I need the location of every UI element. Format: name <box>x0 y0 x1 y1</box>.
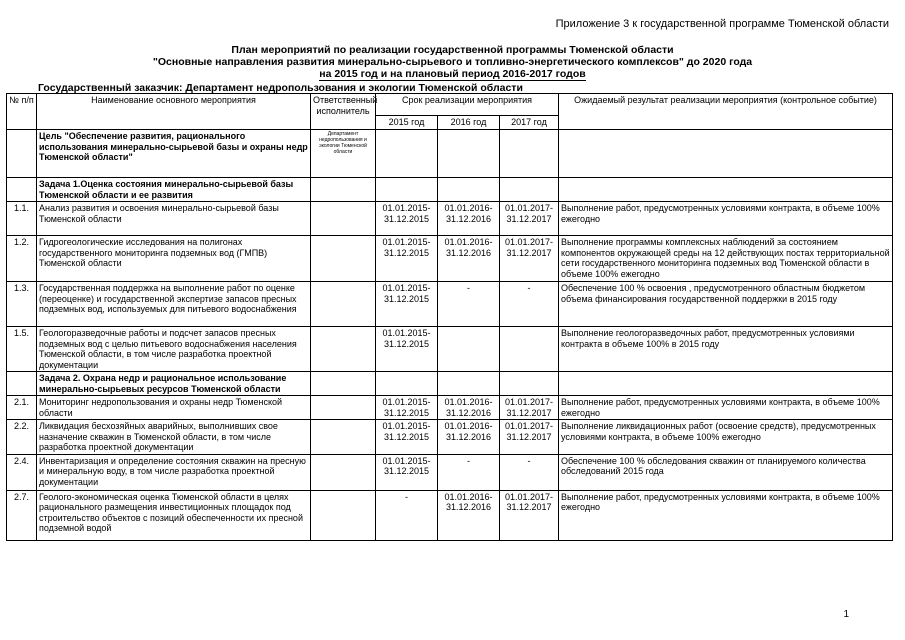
table-row <box>7 396 893 420</box>
row-date-2017 <box>500 327 559 372</box>
row-date-2016: 01.01.2016-31.12.2016 <box>438 396 500 420</box>
row-responsible <box>311 236 376 282</box>
row-date-2015: - <box>376 490 438 540</box>
row-date-2016: - <box>438 282 500 327</box>
header-name: Наименование основного мероприятия <box>37 94 311 130</box>
row-date-2016: 01.01.2016-31.12.2016 <box>438 420 500 455</box>
task-1: Задача 1.Оценка состояния минерально-сырьевой базы Тюменской области и ее развития <box>37 178 311 202</box>
row-date-2016: 01.01.2016-31.12.2016 <box>438 202 500 236</box>
row-number: 1.2. <box>7 236 37 282</box>
row-date-2017: 01.01.2017-31.12.2017 <box>500 420 559 455</box>
row-result: Выполнение работ, предусмотренных условиями контракта, в объеме 100% ежегодно <box>559 490 893 540</box>
row-name: Анализ развития и освоения минерально-сырьевой базы Тюменской области <box>37 202 311 236</box>
row-result: Выполнение геологоразведочных работ, предусмотренных условиями контракта в объеме 100% в 2015 году <box>559 327 893 372</box>
row-number: 2.2. <box>7 420 37 455</box>
row-number: 2.4. <box>7 454 37 490</box>
header-2017: 2017 год <box>500 116 559 130</box>
row-name: Геологоразведочные работы и подсчет запасов пресных подземных вод с целью питьевого водоснабжения населения Тюменской области, в том числе разработка проектной документации <box>37 327 311 372</box>
row-name: Инвентаризация и определение состояния скважин на пресную и минеральную воду, в том числе разработка проектной документации <box>37 454 311 490</box>
row-number: 2.1. <box>7 396 37 420</box>
title-line-2: "Основные направления развития минерально-сырьевого и топливно-энергетического комплексов" до 2020 года <box>152 56 753 68</box>
row-date-2017: 01.01.2017-31.12.2017 <box>500 396 559 420</box>
goal-responsible: Департамент недропользования и экологии Тюменской области <box>311 130 376 178</box>
task-2: Задача 2. Охрана недр и рациональное использование минерально-сырьевых ресурсов Тюменской области <box>37 372 311 396</box>
row-responsible <box>311 327 376 372</box>
row-date-2016: 01.01.2016-31.12.2016 <box>438 236 500 282</box>
row-responsible <box>311 454 376 490</box>
row-result: Выполнение работ, предусмотренных условиями контракта, в объеме 100% ежегодно <box>559 202 893 236</box>
row-result: Выполнение работ, предусмотренных условиями контракта, в объеме 100% ежегодно <box>559 396 893 420</box>
row-date-2015: 01.01.2015-31.12.2015 <box>376 282 438 327</box>
row-name: Геолого-экономическая оценка Тюменской области в целях рационального размещения инвестиционных площадок под строительство объектов с позиций обеспеченности их пресной подземной водой <box>37 490 311 540</box>
row-date-2015: 01.01.2015-31.12.2015 <box>376 454 438 490</box>
row-date-2016 <box>438 327 500 372</box>
table-row <box>7 282 893 327</box>
header-2015: 2015 год <box>376 116 438 130</box>
table-row <box>7 490 893 540</box>
header-responsible: Ответственный исполнитель <box>311 94 376 130</box>
title-line-1: План мероприятий по реализации государственной программы Тюменской области <box>231 44 674 56</box>
row-date-2015: 01.01.2015-31.12.2015 <box>376 420 438 455</box>
row-date-2017: - <box>500 282 559 327</box>
row-name: Мониторинг недропользования и охраны недр Тюменской области <box>37 396 311 420</box>
page-number: 1 <box>843 609 849 620</box>
measures-table <box>6 93 893 541</box>
row-date-2016: 01.01.2016-31.12.2016 <box>438 490 500 540</box>
table-row <box>7 236 893 282</box>
header-result: Ожидаемый результат реализации мероприятия (контрольное событие) <box>559 94 893 130</box>
header-period: Срок реализации мероприятия <box>376 94 559 116</box>
row-date-2016: - <box>438 454 500 490</box>
goal-text: Цель "Обеспечение развития, рационального использования минерально-сырьевой базы и охраны недр Тюменской области" <box>37 130 311 178</box>
row-number: 2.7. <box>7 490 37 540</box>
table-row <box>7 454 893 490</box>
title-line-3: на 2015 год и на плановый период 2016-2017 годов <box>319 68 586 80</box>
table-row <box>7 327 893 372</box>
row-responsible <box>311 202 376 236</box>
table-row <box>7 420 893 455</box>
row-date-2015: 01.01.2015-31.12.2015 <box>376 396 438 420</box>
task-row <box>7 372 893 396</box>
row-name: Ликвидация бесхозяйных аварийных, выполнивших свое назначение скважин в Тюменской области, в том числе разработка проектной документации <box>37 420 311 455</box>
row-date-2017: 01.01.2017-31.12.2017 <box>500 202 559 236</box>
row-date-2017: 01.01.2017-31.12.2017 <box>500 236 559 282</box>
row-number: 1.5. <box>7 327 37 372</box>
header-num: № п/п <box>7 94 37 130</box>
row-result: Обеспечение 100 % обследования скважин от планируемого количества обследований 2015 года <box>559 454 893 490</box>
row-date-2017: - <box>500 454 559 490</box>
header-2016: 2016 год <box>438 116 500 130</box>
goal-row <box>7 130 893 178</box>
appendix-label: Приложение 3 к государственной программе Тюменской области <box>555 18 889 30</box>
row-date-2015: 01.01.2015-31.12.2015 <box>376 236 438 282</box>
row-result: Обеспечение 100 % освоения , предусмотренного областным бюджетом объема финансирования государственной поддержки в 2015 году <box>559 282 893 327</box>
row-responsible <box>311 282 376 327</box>
row-result: Выполнение программы комплексных наблюдений за состоянием компонентов окружающей среды на 12 действующих постах территориальной сети государственного мониторинга подземных вод Тюменской области в объеме 100% ежегодно <box>559 236 893 282</box>
row-responsible <box>311 420 376 455</box>
document-title <box>0 44 905 81</box>
row-number: 1.3. <box>7 282 37 327</box>
row-name: Гидрогеологические исследования на полигонах государственного мониторинга подземных вод (ГМПВ) Тюменской области <box>37 236 311 282</box>
row-responsible <box>311 490 376 540</box>
task-row <box>7 178 893 202</box>
row-date-2017: 01.01.2017-31.12.2017 <box>500 490 559 540</box>
row-result: Выполнение ликвидационных работ (освоение средств), предусмотренных условиями контракта, в объеме 100% ежегодно <box>559 420 893 455</box>
table-row <box>7 202 893 236</box>
row-date-2015: 01.01.2015-31.12.2015 <box>376 202 438 236</box>
row-responsible <box>311 396 376 420</box>
row-name: Государственная поддержка на выполнение работ по оценке (переоценке) и государственной экспертизе запасов пресных подземных вод, используемых для питьевого водоснабжения <box>37 282 311 327</box>
state-customer: Государственный заказчик: Департамент недропользования и экологии Тюменской области <box>38 82 523 94</box>
row-number: 1.1. <box>7 202 37 236</box>
row-date-2015: 01.01.2015-31.12.2015 <box>376 327 438 372</box>
